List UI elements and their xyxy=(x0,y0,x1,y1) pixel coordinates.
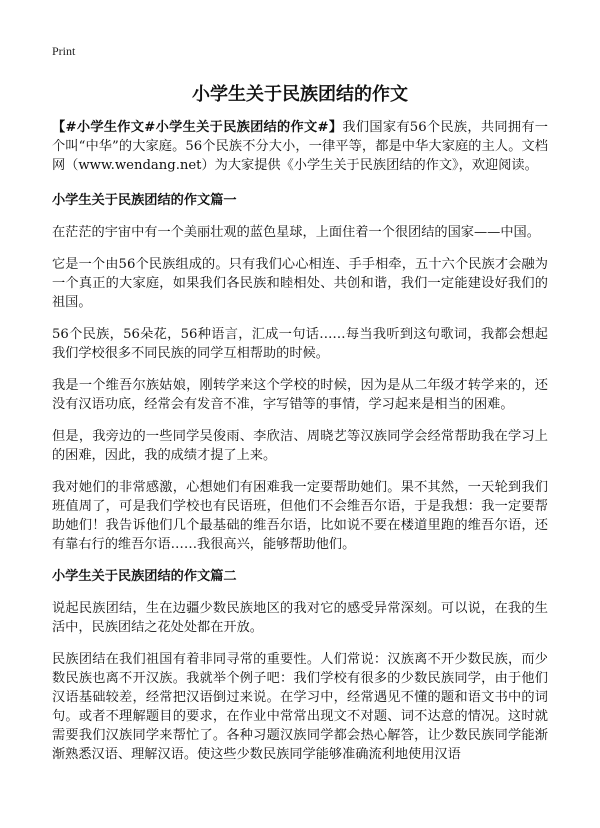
intro-text: 我们国家有56个民族，共同拥有一个叫“中华”的大家庭。56个民族不分大小，一律平等，都是中华大家庭的主人。文档网（www.wendang.net）为大家提供《小学生关于民族团结的作文》，欢迎阅读。 xyxy=(52,120,548,173)
paragraph: 我对她们的非常感激，心想她们有困难我一定要帮助她们。果不其然，一天轮到我们班值周了，可是我们学校也有民语班，但他们不会维吾尔语，于是我想：我一定要帮助她们！我告诉他们几个最基础的维吾尔语，比如说不要在楼道里跑的维吾尔语，还有靠右行的维吾尔语……我很高兴，能够帮助他们。 xyxy=(52,480,548,552)
paragraph: 我是一个维吾尔族姑娘，刚转学来这个学校的时候，因为是从二年级才转学来的，还没有汉语功底，经常会有发音不准，字写错等的事情，学习起来是相当的困难。 xyxy=(52,378,548,412)
intro-tag: 【#小学生作文#小学生关于民族团结的作文#】 xyxy=(52,120,343,135)
paragraph: 56个民族，56朵花，56种语言，汇成一句话……每当我听到这句歌词，我都会想起我们学校很多不同民族的同学互相帮助的时候。 xyxy=(52,327,548,361)
paragraph: 民族团结在我们祖国有着非同寻常的重要性。人们常说：汉族离不开少数民族，而少数民族也离不开汉族。我就举个例子吧：我们学校有很多的少数民族同学，由于他们汉语基础较差，经常把汉语倒过来说。在学习中，经常遇见不懂的题和语文书中的词句。或者不理解题目的要求，在作业中常常出现文不对题、词不达意的情况。这时就需要我们汉族同学来帮忙了。各种习题汉族同学都会热心解答，让少数民族同学能渐渐熟悉汉语、理解汉语。使这些少数民族同学能够准确流利地使用汉语 xyxy=(52,652,548,762)
section-heading-2: 小学生关于民族团结的作文篇二 xyxy=(52,569,237,584)
paragraph: 在茫茫的宇宙中有一个美丽壮观的蓝色星球，上面住着一个很团结的国家——中国。 xyxy=(52,225,540,240)
paragraph: 但是，我旁边的一些同学吴俊雨、李欣洁、周晓艺等汉族同学会经常帮助我在学习上的困难，因此，我的成绩才提了上来。 xyxy=(52,429,548,463)
intro-paragraph xyxy=(52,118,548,175)
paragraph: 说起民族团结，生在边疆少数民族地区的我对它的感受异常深刻。可以说，在我的生活中，民族团结之花处处都在开放。 xyxy=(52,601,548,635)
print-label: Print xyxy=(52,44,76,58)
document-body xyxy=(52,118,548,777)
section-heading-1: 小学生关于民族团结的作文篇一 xyxy=(52,193,237,208)
page-title: 小学生关于民族团结的作文 xyxy=(192,84,408,105)
paragraph: 它是一个由56个民族组成的。只有我们心心相连、手手相牵，五十六个民族才会融为一个真正的大家庭，如果我们各民族和睦相处、共创和谐，我们一定能建设好我们的祖国。 xyxy=(52,257,548,310)
